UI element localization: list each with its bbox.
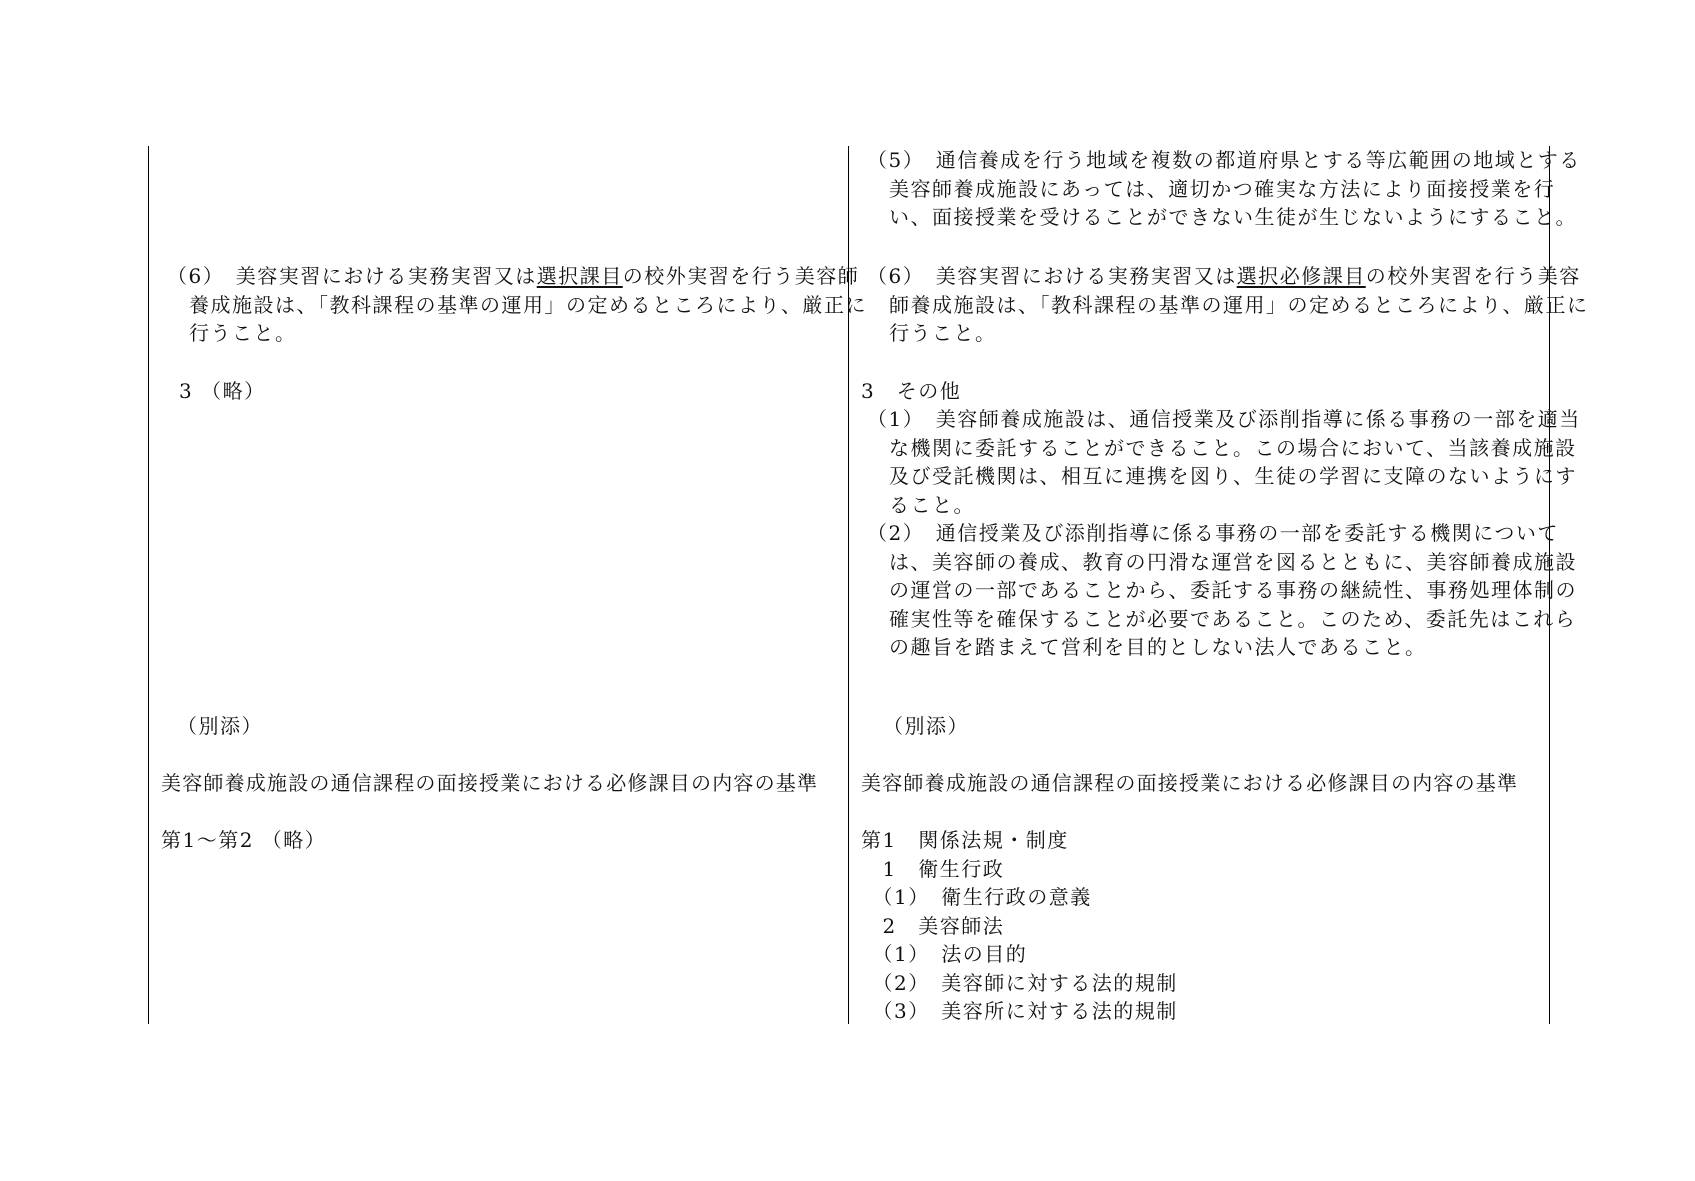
right-section-3-item-1: （1） 美容師養成施設は、通信授業及び添削指導に係る事務の一部を適当な機関に委託することができること。この場合において、当該養成施設及び受託機関は、相互に連携を図り、生徒の学習に支障のないようにすること。 — [867, 407, 1581, 517]
left-section-3: 3 （略） — [179, 379, 266, 403]
outline-line: 1 衛生行政 — [861, 856, 1005, 881]
left-column-old-text — [149, 146, 867, 1024]
right-heading: 美容師養成施設の通信課程の面接授業における必修課目の内容の基準 — [861, 771, 1519, 795]
right-outline — [861, 826, 1178, 1026]
outline-line: （1） 法の目的 — [861, 942, 1028, 966]
outline-line: 2 美容師法 — [861, 913, 1005, 938]
right-section-3-title: 3 その他 — [861, 379, 962, 403]
right-item-6 — [849, 262, 1589, 348]
left-attachment-label: （別添） — [177, 714, 263, 738]
outline-line: （2） 美容師に対する法的規制 — [861, 970, 1178, 995]
left-item-6 — [149, 262, 879, 348]
right-column-new-text — [849, 146, 1589, 1024]
outline-line: （3） 美容所に対する法的規制 — [861, 999, 1178, 1023]
outline-line: 第1 関係法規・制度 — [861, 828, 1069, 852]
outline-line: （1） 衛生行政の意義 — [861, 885, 1092, 909]
right-item-6-underlined: 選択必修課目 — [1236, 264, 1366, 288]
left-heading: 美容師養成施設の通信課程の面接授業における必修課目の内容の基準 — [161, 771, 819, 795]
left-item-6-prefix: （6） 美容実習における実務実習又は — [167, 264, 537, 288]
right-section-3-item-2: （2） 通信授業及び添削指導に係る事務の一部を委託する機関については、美容師の養成、教育の円滑な運営を図るとともに、美容師養成施設の運営の一部であることから、委託する事務の継続性、事務処理体制の確実性等を確保することが必要であること。このため、委託先はこれらの趣旨を踏まえて営利を目的としない法人であること。 — [867, 521, 1577, 659]
left-item-6-underlined: 選択課目 — [536, 264, 623, 288]
left-chapters: 第1～第2 （略） — [161, 828, 327, 852]
right-item-6-suffix: の校外実習を行う美容師養成施設は、「教科課程の基準の運用」の定めるところにより、厳正に行うこと。 — [889, 264, 1589, 345]
left-item-6-suffix: の校外実習を行う美容師養成施設は、「教科課程の基準の運用」の定めるところにより、厳正に行うこと。 — [189, 264, 867, 345]
right-item-6-prefix: （6） 美容実習における実務実習又は — [867, 264, 1237, 288]
right-item-5: （5） 通信養成を行う地域を複数の都道府県とする等広範囲の地域とする美容師養成施設にあっては、適切かつ確実な方法により面接授業を行い、面接授業を受けることができない生徒が生じないようにすること。 — [867, 148, 1581, 229]
right-attachment-label: （別添） — [883, 714, 969, 738]
